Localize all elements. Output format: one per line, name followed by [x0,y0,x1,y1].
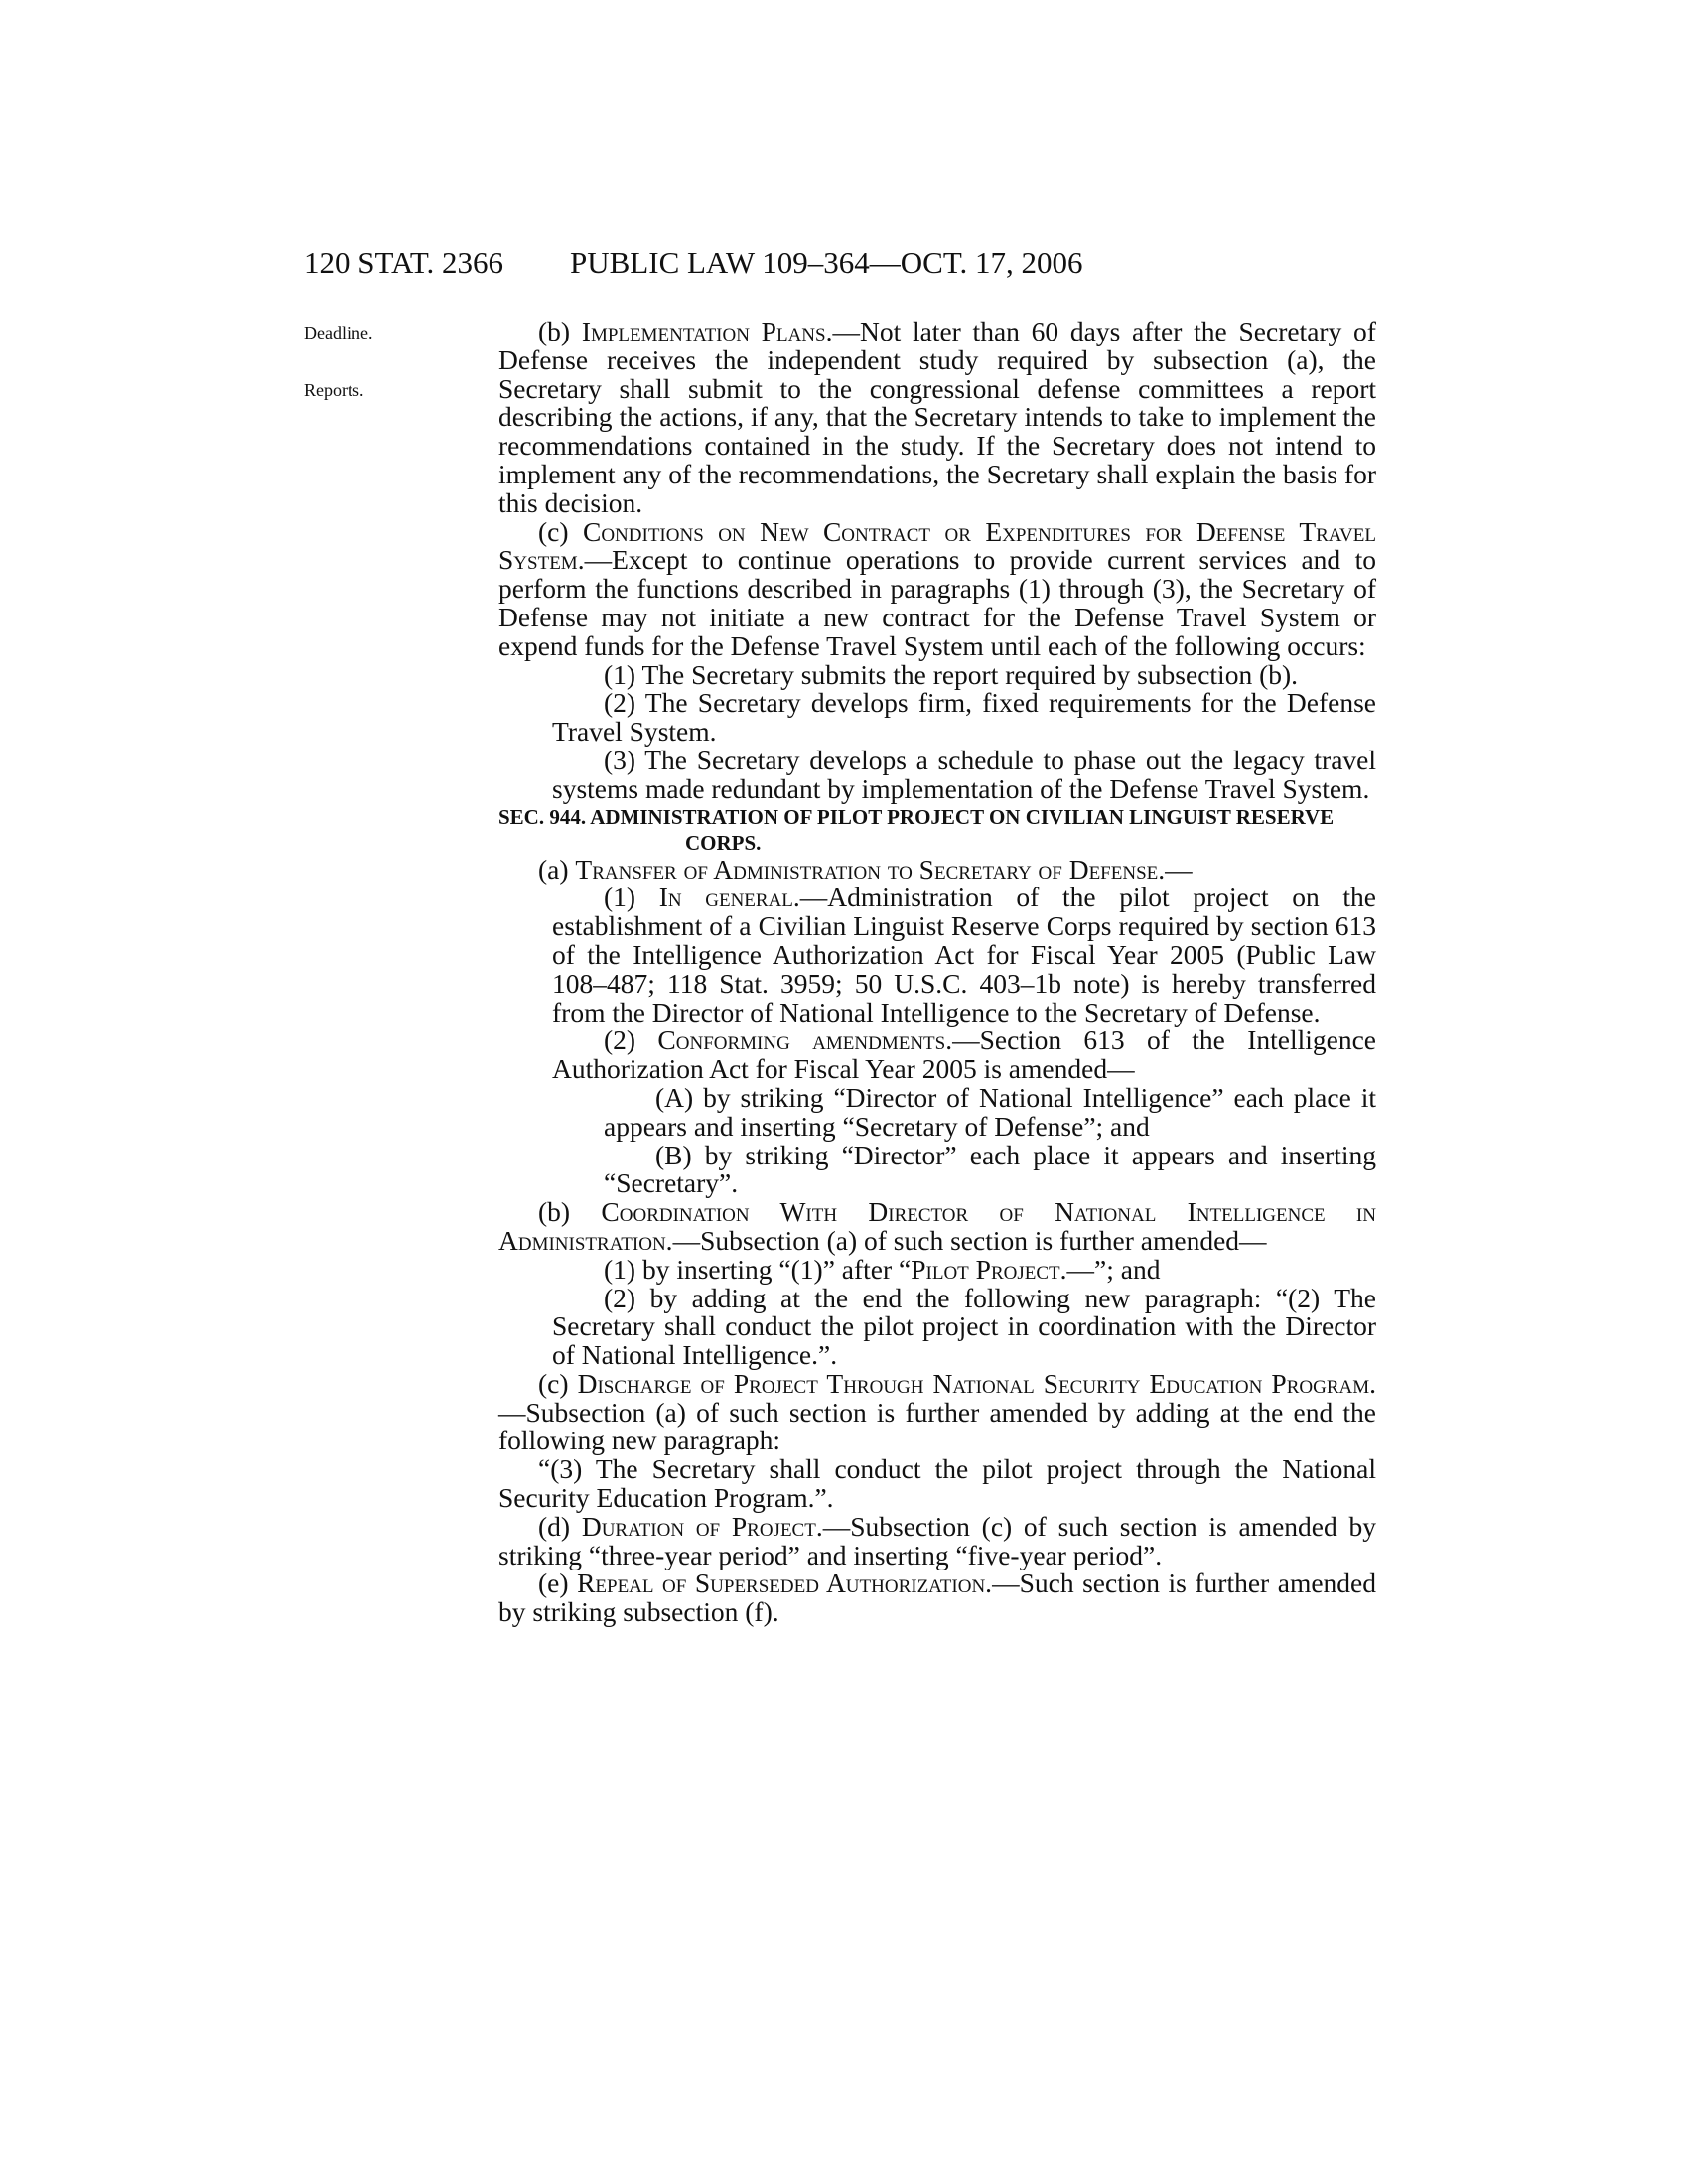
paragraph-text: —”; and [1066,1253,1161,1285]
paragraph-heading: Pilot Project. [911,1253,1067,1285]
sec944-paragraph [498,1367,1376,1456]
paragraph-heading: Duration of Project. [581,1510,823,1542]
sec944-paragraph [498,1455,1376,1513]
section-heading: SEC. 944. ADMINISTRATION OF PILOT PROJECT ON CIVILIAN LINGUIST RESERVE CORPS. [498,804,1335,855]
sec943-paragraph [498,689,1376,747]
paragraph-lead: (1) [604,882,659,913]
sec944-paragraph [498,1081,1376,1142]
paragraph-lead: (2) [604,1024,658,1056]
paragraph-heading: Conforming amendments. [657,1024,953,1056]
sec944-paragraph [498,1282,1376,1371]
paragraph-text: (1) The Secretary submits the report required by subsection (b). [604,658,1299,690]
paragraph-heading: Coordination With Director of National Intelligence in Administration. [498,1196,1376,1256]
sec943-paragraph [498,658,1376,690]
document-body [498,318,1376,1627]
paragraph-text: —Subsection (a) of such section is further amended— [672,1224,1267,1256]
paragraph-lead: (b) [538,1196,602,1228]
paragraph-text: —Such section is further amended by striking subsection (f). [498,1568,1376,1628]
paragraph-lead: (a) [538,853,576,885]
paragraph-lead: (1) by inserting “(1)” after “ [604,1253,912,1285]
sec944-paragraph [498,1253,1376,1285]
sec944-paragraph [498,1026,1376,1084]
paragraph-text: (2) The Secretary develops firm, fixed requirements for the Defense Travel System. [552,687,1376,748]
sec944-paragraph [498,1510,1376,1570]
sec943-paragraph [498,515,1376,661]
paragraph-text: —Section 613 of the Intelligence Authorization Act for Fiscal Year 2005 is amended— [552,1024,1376,1085]
section-943-continuation [498,318,1376,804]
sec943-paragraph [498,318,1376,518]
statute-page-number: 120 STAT. 2366 [304,245,504,280]
sec944-paragraph [498,1570,1376,1627]
paragraph-text: —Subsection (c) of such section is amended by striking “three-year period” and inserting “five-year period”. [498,1510,1376,1570]
paragraph-text: —Administration of the pilot project on the establishment of a Civilian Linguist Reserve Corps required by section 613 of the Intelligence Authorization Act for Fiscal Year 2005 (Public Law 108–487; 118 Stat. 3959; 50 U.S.C. 403–1b note) is hereby transferred from the Director of National Intelligence to the Secretary of Defense. [552,882,1376,1027]
paragraph-heading: Implementation Plans. [581,316,833,346]
paragraph-text: (3) The Secretary develops a schedule to phase out the legacy travel systems made redundant by implementation of the Defense Travel System. [552,744,1376,804]
paragraph-text: — [1165,853,1193,885]
margin-note-reports: Reports. [304,380,364,400]
paragraph-text: (2) by adding at the end the following new paragraph: “(2) The Secretary shall conduct the pilot project in coordination with the Director of National Intelligence.”. [552,1282,1376,1371]
paragraph-heading: Conditions on New Contract or Expenditures for Defense Travel System. [498,515,1376,576]
paragraph-text: (B) by striking “Director” each place it appears and inserting “Secretary”. [604,1139,1376,1199]
paragraph-lead: (c) [538,515,583,547]
sec944-paragraph [498,1139,1376,1199]
section-944-body [498,853,1376,1628]
paragraph-lead: (c) [538,1367,578,1399]
paragraph-lead: (b) [538,316,582,346]
paragraph-lead: (d) [538,1510,582,1542]
sec944-paragraph [498,884,1376,1026]
page-header [0,245,1688,285]
sec944-paragraph [498,1198,1376,1256]
paragraph-text: (A) by striking “Director of National Intelligence” each place it appears and inserting “Secretary of Defense”; and [604,1081,1376,1142]
paragraph-text: “(3) The Secretary shall conduct the pilot project through the National Security Education Program.”. [498,1453,1376,1514]
paragraph-text: —Not later than 60 days after the Secretary of Defense receives the independent study required by subsection (a), the Secretary shall submit to the congressional defense committees a report describing the actions, if any, that the Secretary intends to take to implement the recommendations contained in the study. If the Secretary does not intend to implement any of the recommendations, the Secretary shall explain the basis for this decision. [498,316,1376,518]
paragraph-lead: (e) [538,1568,578,1599]
paragraph-heading: In general. [658,882,800,913]
paragraph-text: —Subsection (a) of such section is further amended by adding at the end the following new paragraph: [498,1396,1376,1456]
paragraph-heading: Discharge of Project Through National Security Education Program. [577,1367,1376,1399]
sec943-paragraph [498,744,1376,804]
public-law-title: PUBLIC LAW 109–364—OCT. 17, 2006 [570,245,1083,280]
paragraph-heading: Transfer of Administration to Secretary of Defense. [575,853,1166,885]
sec944-paragraph [498,853,1376,885]
paragraph-heading: Repeal of Superseded Authorization. [577,1568,993,1599]
margin-note-deadline: Deadline. [304,323,373,342]
paragraph-text: —Except to continue operations to provide current services and to perform the functions described in paragraphs (1) through (3), the Secretary of Defense may not initiate a new contract for the Defense Travel System or expend funds for the Defense Travel System until each of the following occurs: [498,544,1376,661]
